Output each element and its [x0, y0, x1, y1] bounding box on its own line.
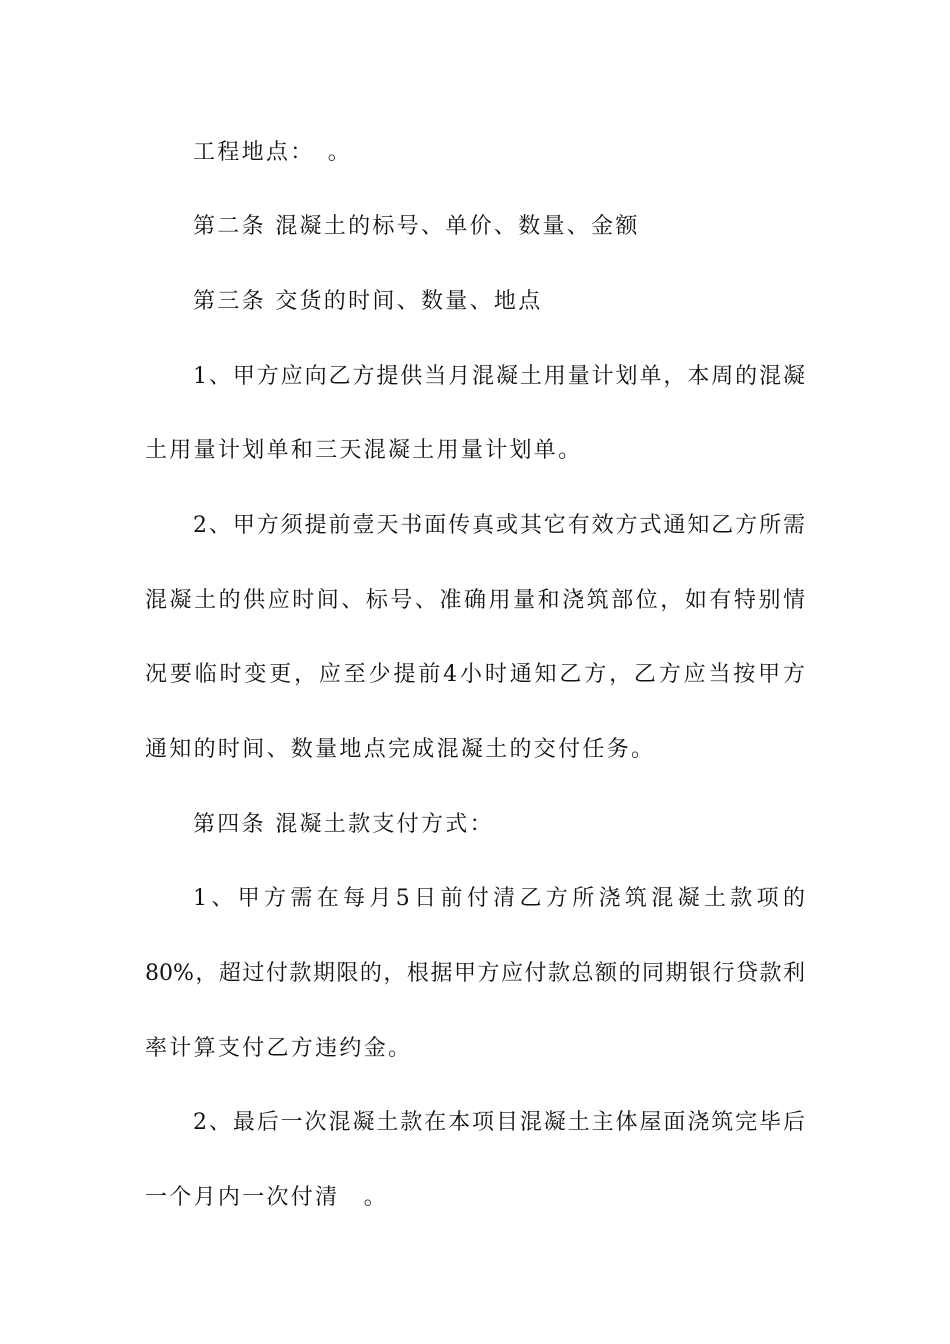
article-3-heading: 第三条 交货的时间、数量、地点 [193, 289, 543, 314]
article-3-clause-1-line-2: 土用量计划单和三天混凝土用量计划单。 [145, 438, 583, 463]
article-3-clause-2-line-2: 混凝土的供应时间、标号、准确用量和浇筑部位，如有特别情 [145, 588, 805, 613]
article-4-clause-1-line-2: 80%，超过付款期限的，根据甲方应付款总额的同期银行贷款利 [145, 961, 805, 986]
article-3-clause-1-line-1: 1、甲方应向乙方提供当月混凝土用量计划单，本周的混凝 [193, 364, 805, 389]
article-3-clause-2-line-3: 况要临时变更，应至少提前4小时通知乙方，乙方应当按甲方 [145, 662, 805, 687]
article-4-heading: 第四条 混凝土款支付方式： [193, 812, 494, 837]
article-4-clause-1-line-1: 1、甲方需在每月5日前付清乙方所浇筑混凝土款项的 [193, 886, 805, 911]
article-4-clause-2-line-1: 2、最后一次混凝土款在本项目混凝土主体屋面浇筑完毕后 [193, 1110, 805, 1135]
article-3-clause-2-line-4: 通知的时间、数量地点完成混凝土的交付任务。 [145, 737, 656, 762]
article-4-clause-2-line-2: 一个月内一次付清 。 [145, 1185, 389, 1210]
article-4-clause-1-line-3: 率计算支付乙方违约金。 [145, 1036, 413, 1061]
project-location-line: 工程地点： 。 [193, 140, 353, 165]
article-2-heading: 第二条 混凝土的标号、单价、数量、金额 [193, 214, 640, 239]
article-3-clause-2-line-1: 2、甲方须提前壹天书面传真或其它有效方式通知乙方所需 [193, 513, 805, 538]
